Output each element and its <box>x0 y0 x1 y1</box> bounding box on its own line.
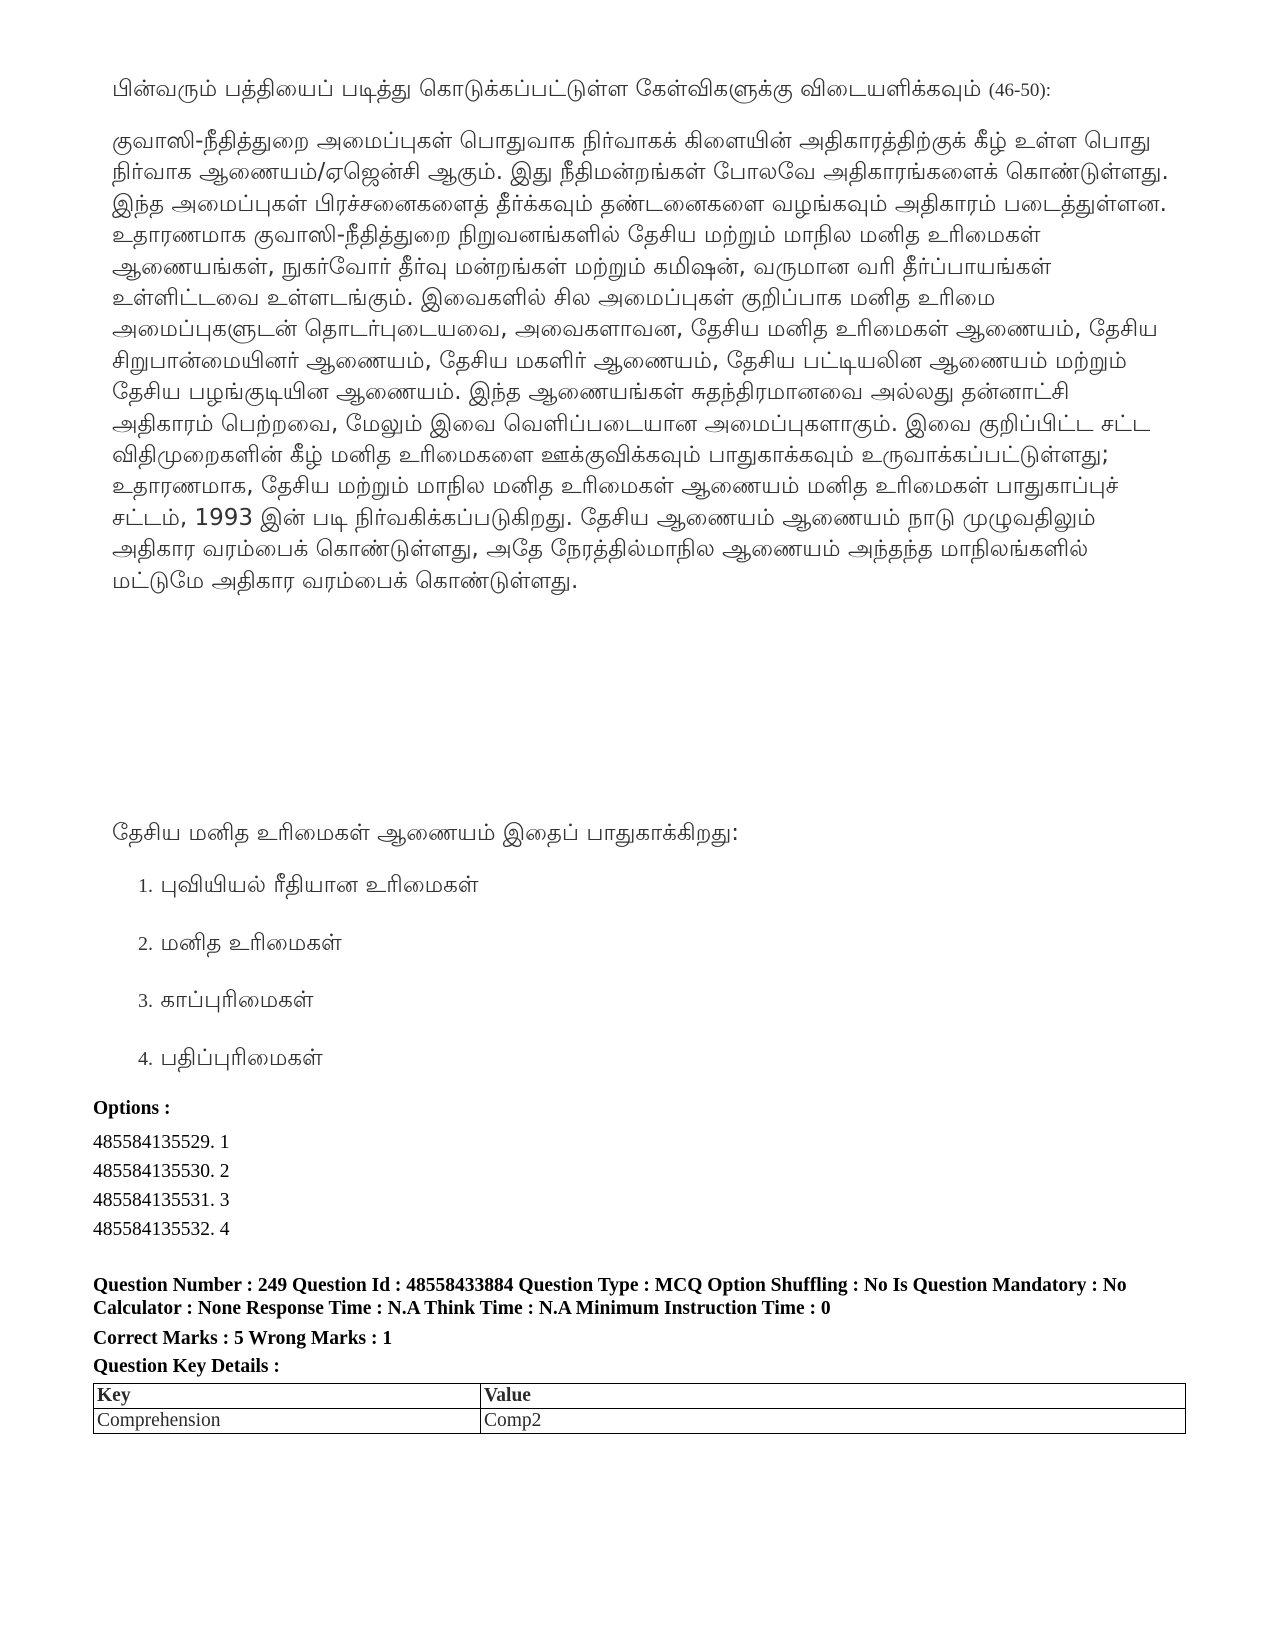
table-header-row <box>94 1384 1186 1409</box>
key-details-table <box>93 1383 1186 1434</box>
marks-info: Correct Marks : 5 Wrong Marks : 1 <box>93 1328 393 1349</box>
question-range: (46-50): <box>988 80 1051 101</box>
option-id-item: 485584135530. 2 <box>93 1161 230 1182</box>
question-text: தேசிய மனித உரிமைகள் ஆணையம் இதைப் பாதுகாக்கிறது: <box>112 820 740 846</box>
table-cell-key: Comprehension <box>94 1409 481 1434</box>
option-id-list <box>93 1128 230 1244</box>
option-id-item: 485584135529. 1 <box>93 1132 230 1153</box>
choice-item <box>138 985 479 1043</box>
choice-number: 3. <box>138 990 153 1012</box>
table-row <box>94 1409 1186 1434</box>
table-header-key: Key <box>94 1384 481 1409</box>
choice-text: புவியியல் ரீதியான உரிமைகள் <box>160 872 479 898</box>
instruction <box>112 74 1172 106</box>
option-id-item: 485584135532. 4 <box>93 1219 230 1240</box>
option-id-item: 485584135531. 3 <box>93 1190 230 1211</box>
choice-text: மனித உரிமைகள் <box>160 929 342 956</box>
key-details-heading: Question Key Details : <box>93 1356 280 1377</box>
choice-text: காப்புரிமைகள் <box>160 987 314 1013</box>
choice-item <box>138 870 479 928</box>
choice-number: 4. <box>138 1047 153 1070</box>
choice-number: 1. <box>138 875 153 897</box>
choice-item <box>138 928 479 986</box>
passage-text: குவாஸி-நீதித்துறை அமைப்புகள் பொதுவாக நிர்வாகக் கிளையின் அதிகாரத்திற்குக் கீழ் உள்ள பொது நிர்வாக ஆணையம்/ஏஜென்சி ஆகும். இது நீதிமன்றங்கள் போலவே அதிகாரங்களைக் கொண்டுள்ளது. இந்த அமைப்புகள் பிரச்சனைகளைத் தீர்க்கவும் தண்டனைகளை வழங்கவும் அதிகாரம் படைத்துள்ளன. உதாரணமாக குவாஸி-நீதித்துறை நிறுவனங்களில் தேசிய மற்றும் மாநில மனித உரிமைகள் ஆணையங்கள், நுகர்வோர் தீர்வு மன்றங்கள் மற்றும் கமிஷன், வருமான வரி தீர்ப்பாயங்கள் உள்ளிட்டவை உள்ளடங்கும். இவைகளில் சில அமைப்புகள் குறிப்பாக மனித உரிமை அமைப்புகளுடன் தொடர்புடையவை, அவைகளாவன, தேசிய மனித உரிமைகள் ஆணையம், தேசிய சிறுபான்மையினர் ஆணையம், தேசிய மகளிர் ஆணையம், தேசிய பட்டியலின ஆணையம் மற்றும் தேசிய பழங்குடியின ஆணையம். இந்த ஆணையங்கள் சுதந்திரமானவை அல்லது தன்னாட்சி அதிகாரம் பெற்றவை, மேலும் இவை வெளிப்படையான அமைப்புகளாகும். இவை குறிப்பிட்ட சட்ட விதிமுறைகளின் கீழ் மனித உரிமைகளை ஊக்குவிக்கவும் பாதுகாக்கவும் உருவாக்கப்பட்டுள்ளது; உதாரணமாக, தேசிய மற்றும் மாநில மனித உரிமைகள் ஆணையம் மனித உரிமைகள் பாதுகாப்புச் சட்டம், 1993 இன் படி நிர்வகிக்கப்படுகிறது. தேசிய ஆணையம் ஆணையம் நாடு முழுவதிலும் அதிகார வரம்பைக் கொண்டுள்ளது, அதே நேரத்தில்மாநில ஆணையம் அந்தந்த மாநிலங்களில் மட்டுமே அதிகார வரம்பைக் கொண்டுள்ளது. <box>112 128 1169 594</box>
table-header-value: Value <box>481 1384 1186 1409</box>
question-info: Question Number : 249 Question Id : 48558433884 Question Type : MCQ Option Shuffling : No Is Question Mandatory : No Calculator : None Response Time : N.A Think Time : N.A Minimum Instruction Time : 0 <box>93 1275 1127 1319</box>
choice-item <box>138 1043 479 1101</box>
choice-list <box>138 870 479 1100</box>
instruction-text: பின்வரும் பத்தியைப் படித்து கொடுக்கப்பட்டுள்ள கேள்விகளுக்கு விடையளிக்கவும் <box>112 76 982 102</box>
table-cell-value: Comp2 <box>481 1409 1186 1434</box>
passage-block <box>112 74 1172 597</box>
options-heading: Options : <box>93 1098 171 1119</box>
choice-number: 2. <box>138 932 153 955</box>
choice-text: பதிப்புரிமைகள் <box>160 1044 323 1071</box>
